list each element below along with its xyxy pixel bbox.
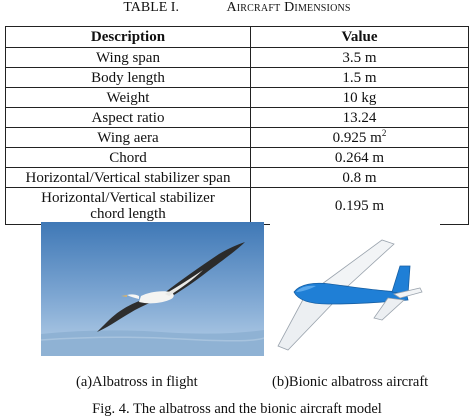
row-value: 13.24	[251, 108, 469, 128]
row-description: Weight	[6, 88, 251, 108]
table-title: Aircraft Dimensions	[226, 0, 351, 15]
table-row	[6, 108, 469, 128]
figure-caption: Fig. 4. The albatross and the bionic aircraft model	[92, 401, 382, 417]
row-description-cell	[6, 188, 251, 225]
row-value: 10 kg	[251, 88, 469, 108]
subcaption-a: (a)Albatross in flight	[76, 374, 198, 390]
table-row	[6, 188, 469, 225]
header-value: Value	[251, 27, 469, 48]
table-row	[6, 168, 469, 188]
table-row	[6, 68, 469, 88]
row-value: 0.264 m	[251, 148, 469, 168]
row-description: Wing span	[6, 48, 251, 68]
header-description: Description	[6, 27, 251, 48]
row-value: 3.5 m	[251, 48, 469, 68]
row-value: 0.195 m	[251, 188, 469, 225]
table-row	[6, 88, 469, 108]
row-description: Wing aera	[6, 128, 251, 148]
row-value: 1.5 m	[251, 68, 469, 88]
table-caption	[0, 0, 474, 18]
row-description: Body length	[6, 68, 251, 88]
row-value: 0.8 m	[251, 168, 469, 188]
row-description: Chord	[6, 148, 251, 168]
aircraft-dimensions-table	[5, 26, 469, 225]
row-description-line: chord length	[90, 206, 166, 222]
row-description: Aspect ratio	[6, 108, 251, 128]
row-value: 0.925 m	[332, 129, 382, 146]
table-header-row	[6, 27, 469, 48]
table-row	[6, 128, 469, 148]
bionic-aircraft-svg	[270, 222, 440, 356]
albatross-photo	[41, 222, 264, 356]
table-row	[6, 48, 469, 68]
row-value-cell	[251, 128, 469, 148]
bionic-aircraft-model	[270, 222, 440, 356]
unit-exponent: 2	[381, 127, 387, 138]
table-row	[6, 148, 469, 168]
row-description: Horizontal/Vertical stabilizer span	[6, 168, 251, 188]
row-description-line: Horizontal/Vertical stabilizer	[41, 190, 215, 206]
albatross-photo-svg	[41, 222, 264, 356]
sea	[41, 330, 264, 356]
subcaption-b: (b)Bionic albatross aircraft	[272, 374, 429, 390]
table-label: TABLE I.	[123, 0, 179, 15]
